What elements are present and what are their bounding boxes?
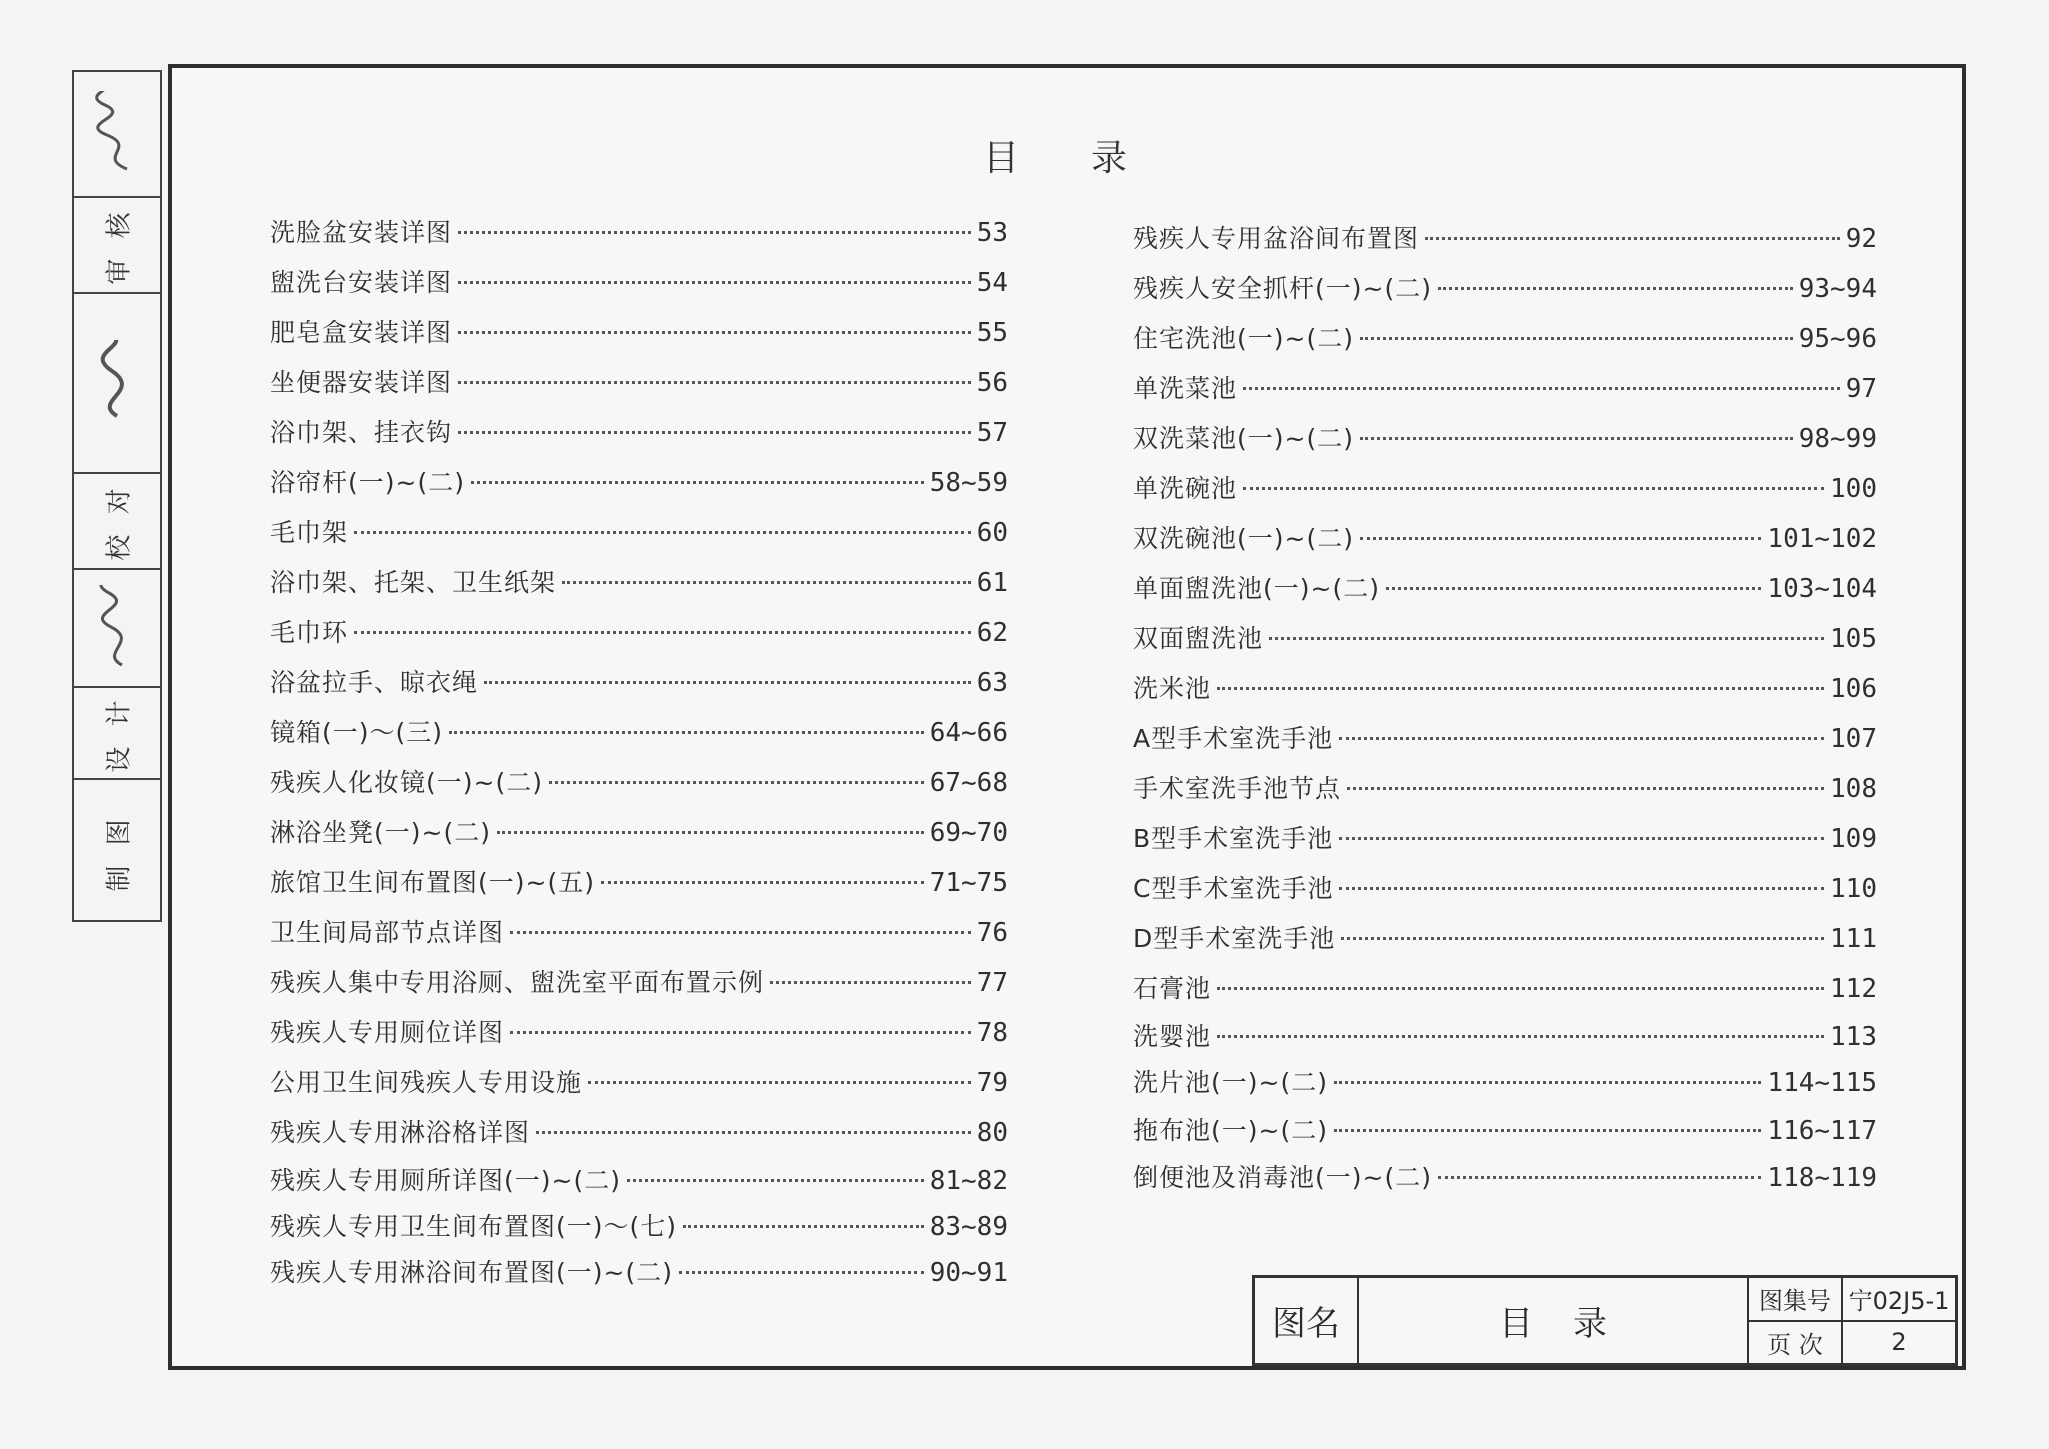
toc-item[interactable]: 残疾人安全抓杆(一)~(二) 93~94 xyxy=(1133,274,1877,304)
toc-item[interactable]: 浴帘杆(一)~(二) 58~59 xyxy=(270,468,1008,498)
approval-strip xyxy=(72,70,162,922)
signature-proof xyxy=(74,292,160,472)
toc-item[interactable]: 公用卫生间残疾人专用设施 79 xyxy=(270,1068,1008,1098)
signature-mark-icon xyxy=(87,585,147,671)
toc-item[interactable]: 洗米池 106 xyxy=(1133,674,1877,704)
toc-item[interactable]: 残疾人专用卫生间布置图(一)～(七) 83~89 xyxy=(270,1212,1008,1242)
signature-design xyxy=(74,568,160,686)
toc-item[interactable]: 单洗碗池 100 xyxy=(1133,474,1877,504)
page-label: 页 次 xyxy=(1749,1322,1843,1364)
toc-item[interactable]: 淋浴坐凳(一)~(二) 69~70 xyxy=(270,818,1008,848)
toc-item[interactable]: 卫生间局部节点详图 76 xyxy=(270,918,1008,948)
atlas-value: 宁02J5-1 xyxy=(1848,1287,1950,1316)
page-title: 目 录 xyxy=(983,138,1128,179)
draw-label: 制 图 xyxy=(104,812,135,892)
toc-item[interactable]: 残疾人化妆镜(一)~(二) 67~68 xyxy=(270,768,1008,798)
toc-item[interactable]: 双洗碗池(一)~(二) 101~102 xyxy=(1133,524,1877,554)
toc-item[interactable]: 单面盥洗池(一)~(二) 103~104 xyxy=(1133,574,1877,604)
signature-audit xyxy=(74,72,160,196)
audit-label: 审 核 xyxy=(104,205,135,285)
toc-item[interactable]: 残疾人专用淋浴格详图 80 xyxy=(270,1118,1008,1148)
proof-cell xyxy=(74,472,160,568)
design-label: 设 计 xyxy=(104,693,135,773)
title-block xyxy=(1252,1275,1958,1366)
toc-item[interactable]: 残疾人专用盆浴间布置图 92 xyxy=(1133,224,1877,254)
signature-mark-icon xyxy=(87,91,147,177)
proof-label: 校 对 xyxy=(104,481,135,561)
toc-item[interactable]: 住宅洗池(一)~(二) 95~96 xyxy=(1133,324,1877,354)
toc-item[interactable]: 残疾人专用厕所详图(一)~(二) 81~82 xyxy=(270,1166,1008,1196)
signature-mark-icon xyxy=(87,340,147,426)
draw-cell xyxy=(74,778,160,924)
audit-cell xyxy=(74,196,160,292)
toc-item[interactable]: 倒便池及消毒池(一)~(二) 118~119 xyxy=(1133,1163,1877,1193)
toc-item[interactable]: 拖布池(一)~(二) 116~117 xyxy=(1133,1116,1877,1146)
toc-item[interactable]: 双洗菜池(一)~(二) 98~99 xyxy=(1133,424,1877,454)
toc-item[interactable]: D型手术室洗手池 111 xyxy=(1133,924,1877,954)
toc-item[interactable]: 盥洗台安装详图 54 xyxy=(270,268,1008,298)
toc-item[interactable]: 洗脸盆安装详图 53 xyxy=(270,218,1008,248)
toc-item[interactable]: 浴盆拉手、晾衣绳 63 xyxy=(270,668,1008,698)
toc-item[interactable]: 肥皂盒安装详图 55 xyxy=(270,318,1008,348)
toc-item[interactable]: 双面盥洗池 105 xyxy=(1133,624,1877,654)
toc-item[interactable]: B型手术室洗手池 109 xyxy=(1133,824,1877,854)
toc-item[interactable]: C型手术室洗手池 110 xyxy=(1133,874,1877,904)
toc-item[interactable]: 石膏池 112 xyxy=(1133,974,1877,1004)
page-row xyxy=(1749,1320,1955,1364)
toc-item[interactable]: 单洗菜池 97 xyxy=(1133,374,1877,404)
drawing-name-value: 目录 xyxy=(1359,1278,1749,1363)
toc-item[interactable]: 手术室洗手池节点 108 xyxy=(1133,774,1877,804)
title-block-meta xyxy=(1749,1278,1955,1363)
toc-item[interactable]: 浴巾架、托架、卫生纸架 61 xyxy=(270,568,1008,598)
toc-item[interactable]: 毛巾环 62 xyxy=(270,618,1008,648)
toc-item[interactable]: 旅馆卫生间布置图(一)~(五) 71~75 xyxy=(270,868,1008,898)
toc-item[interactable]: A型手术室洗手池 107 xyxy=(1133,724,1877,754)
toc-item[interactable]: 洗片池(一)~(二) 114~115 xyxy=(1133,1068,1877,1098)
toc-item[interactable]: 浴巾架、挂衣钩 57 xyxy=(270,418,1008,448)
design-cell xyxy=(74,686,160,778)
atlas-label: 图集号 xyxy=(1749,1278,1843,1320)
toc-item[interactable]: 残疾人集中专用浴厕、盥洗室平面布置示例 77 xyxy=(270,968,1008,998)
toc-item[interactable]: 镜箱(一)～(三) 64~66 xyxy=(270,718,1008,748)
toc-item[interactable]: 洗婴池 113 xyxy=(1133,1022,1877,1052)
drawing-name-label: 图名 xyxy=(1255,1278,1359,1363)
page-value: 2 xyxy=(1891,1328,1907,1357)
toc-item[interactable]: 坐便器安装详图 56 xyxy=(270,368,1008,398)
atlas-row xyxy=(1749,1278,1955,1320)
toc-item[interactable]: 残疾人专用淋浴间布置图(一)~(二) 90~91 xyxy=(270,1258,1008,1288)
toc-item[interactable]: 毛巾架 60 xyxy=(270,518,1008,548)
toc-item[interactable]: 残疾人专用厕位详图 78 xyxy=(270,1018,1008,1048)
